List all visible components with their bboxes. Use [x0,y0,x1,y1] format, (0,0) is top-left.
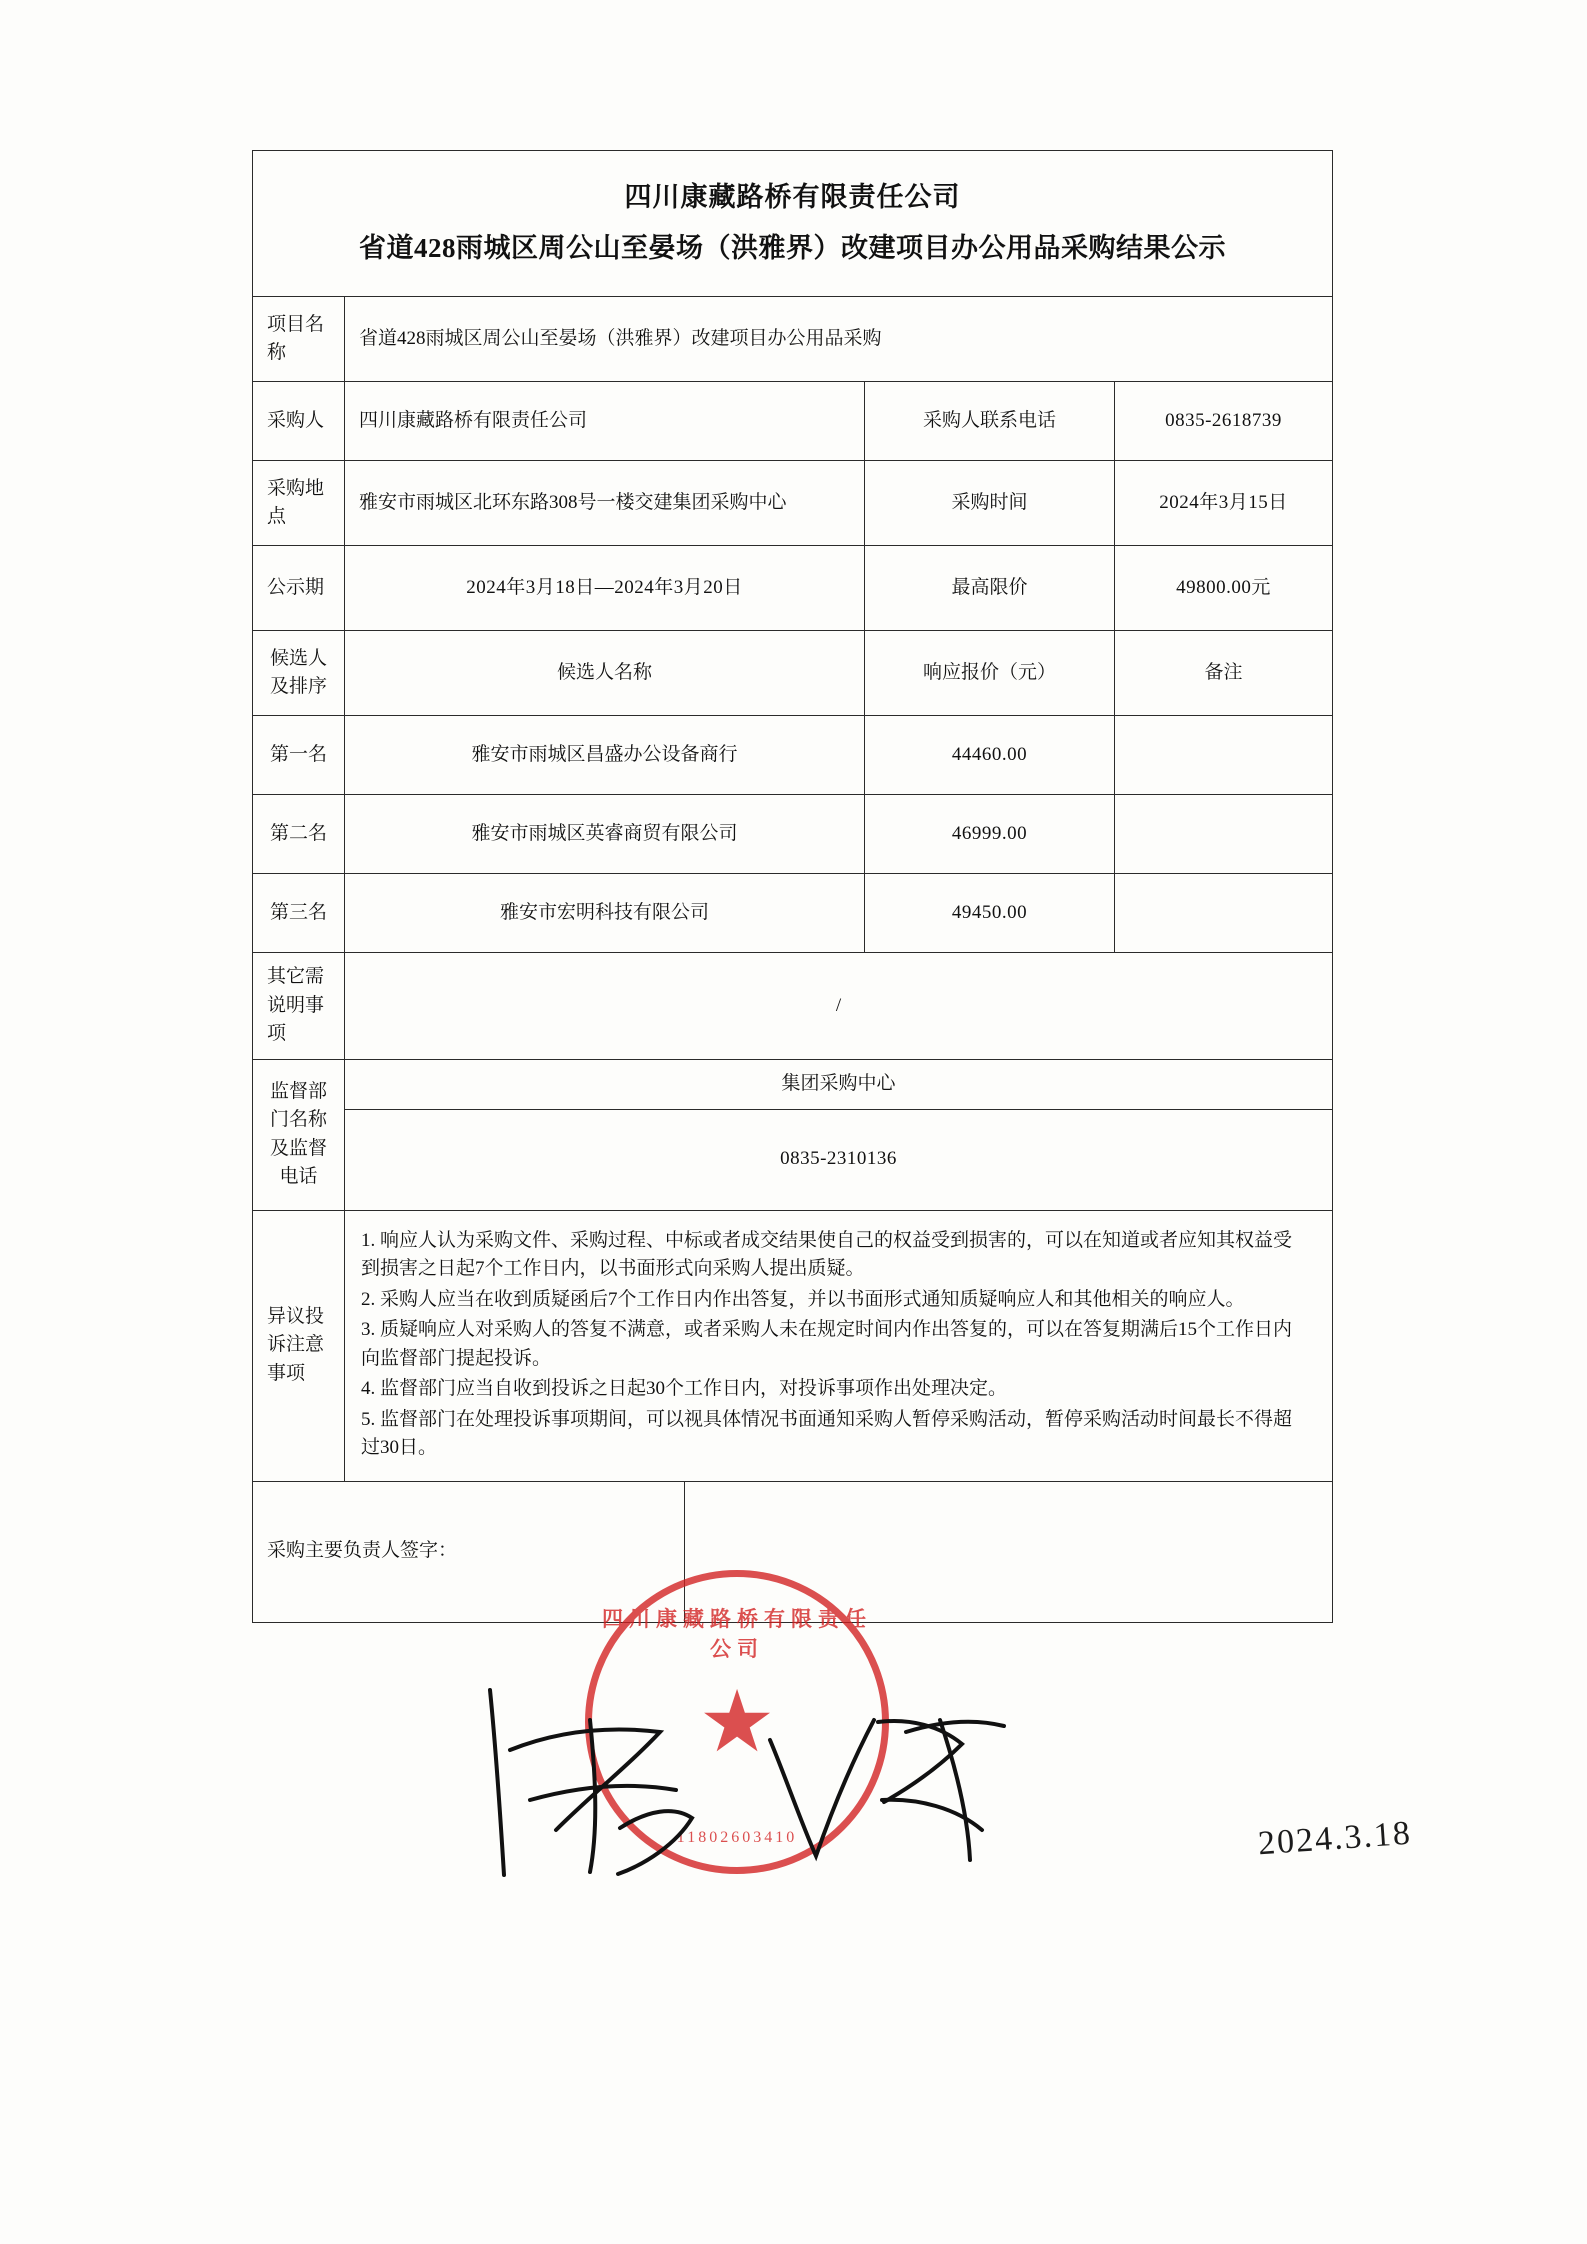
value-supervision-department: 集团采购中心 [345,1060,1333,1110]
value-purchaser-phone: 0835-2618739 [1115,382,1333,461]
label-publicity-period: 公示期 [253,546,345,631]
seal-star-icon: ★ [698,1674,776,1770]
title-row [253,151,1333,297]
candidate-remark [1115,716,1333,795]
objection-item: 3. 质疑响应人对采购人的答复不满意，或者采购人未在规定时间内作出答复的，可以在答复期满后15个工作日内向监督部门提起投诉。 [361,1319,1293,1369]
candidate-name: 雅安市雨城区昌盛办公设备商行 [345,716,865,795]
label-purchaser-phone: 采购人联系电话 [865,382,1115,461]
value-publicity-period: 2024年3月18日—2024年3月20日 [345,546,865,631]
candidate-price: 49450.00 [865,874,1115,953]
announcement-document [252,150,1332,1623]
label-objection: 异议投诉注意事项 [253,1210,345,1481]
signature-date: 2024.3.18 [1256,1814,1414,1863]
label-supervision: 监督部门名称及监督电话 [253,1060,345,1211]
page-corner-mark [1513,18,1539,52]
value-purchase-place: 雅安市雨城区北环东路308号一楼交建集团采购中心 [345,461,865,546]
candidate-price: 44460.00 [865,716,1115,795]
value-supervision-phone: 0835-2310136 [345,1109,1333,1210]
candidate-rank: 第三名 [253,874,345,953]
value-other-notes: / [345,953,1333,1060]
candidate-rank: 第二名 [253,795,345,874]
row-candidates-header [253,631,1333,716]
document-title-cell [253,151,1333,297]
header-candidate-remark: 备注 [1115,631,1333,716]
label-max-price: 最高限价 [865,546,1115,631]
row-purchase-place [253,461,1333,546]
table-row [253,874,1333,953]
row-purchaser [253,382,1333,461]
label-project-name: 项目名称 [253,297,345,382]
row-project-name [253,297,1333,382]
header-candidate-name: 候选人名称 [345,631,865,716]
header-candidate-price: 响应报价（元） [865,631,1115,716]
candidate-name: 雅安市宏明科技有限公司 [345,874,865,953]
seal-bottom-text: 11802603410 [676,1829,798,1846]
row-other-notes [253,953,1333,1060]
label-purchaser: 采购人 [253,382,345,461]
objection-item: 4. 监督部门应当自收到投诉之日起30个工作日内，对投诉事项作出处理决定。 [361,1378,1008,1399]
header-candidate-rank: 候选人及排序 [253,631,345,716]
table-row [253,716,1333,795]
objection-notes [345,1210,1333,1481]
handwritten-signature [470,1660,1190,1920]
signature-area [685,1481,1333,1622]
candidate-remark [1115,874,1333,953]
candidate-price: 46999.00 [865,795,1115,874]
objection-item: 5. 监督部门在处理投诉事项期间，可以视具体情况书面通知采购人暂停采购活动，暂停采购活动时间最长不得超过30日。 [361,1408,1293,1458]
row-publicity-period [253,546,1333,631]
value-max-price: 49800.00元 [1115,546,1333,631]
candidate-remark [1115,795,1333,874]
row-objection [253,1210,1333,1481]
candidate-name: 雅安市雨城区英睿商贸有限公司 [345,795,865,874]
label-purchase-time: 采购时间 [865,461,1115,546]
announcement-table [252,150,1333,1623]
seal-top-text: 四川康藏路桥有限责任公司 [602,1607,872,1661]
label-other-notes: 其它需说明事项 [253,953,345,1060]
value-purchase-time: 2024年3月15日 [1115,461,1333,546]
candidate-rank: 第一名 [253,716,345,795]
row-supervision-phone [253,1109,1333,1210]
table-row [253,795,1333,874]
objection-item: 1. 响应人认为采购文件、采购过程、中标或者成交结果使自己的权益受到损害的，可以在知道或者应知其权益受到损害之日起7个工作日内，以书面形式向采购人提出质疑。 [361,1229,1293,1279]
row-signature [253,1481,1333,1622]
label-purchase-place: 采购地点 [253,461,345,546]
row-supervision-department [253,1060,1333,1110]
title-line-1: 四川康藏路桥有限责任公司 [624,182,961,212]
title-line-2: 省道428雨城区周公山至晏场（洪雅界）改建项目办公用品采购结果公示 [359,232,1227,263]
label-signature: 采购主要负责人签字： [253,1481,685,1622]
value-purchaser: 四川康藏路桥有限责任公司 [345,382,865,461]
objection-item: 2. 采购人应当在收到质疑函后7个工作日内作出答复，并以书面形式通知质疑响应人和其他相关的响应人。 [361,1288,1245,1310]
value-project-name: 省道428雨城区周公山至晏场（洪雅界）改建项目办公用品采购 [345,297,1333,382]
